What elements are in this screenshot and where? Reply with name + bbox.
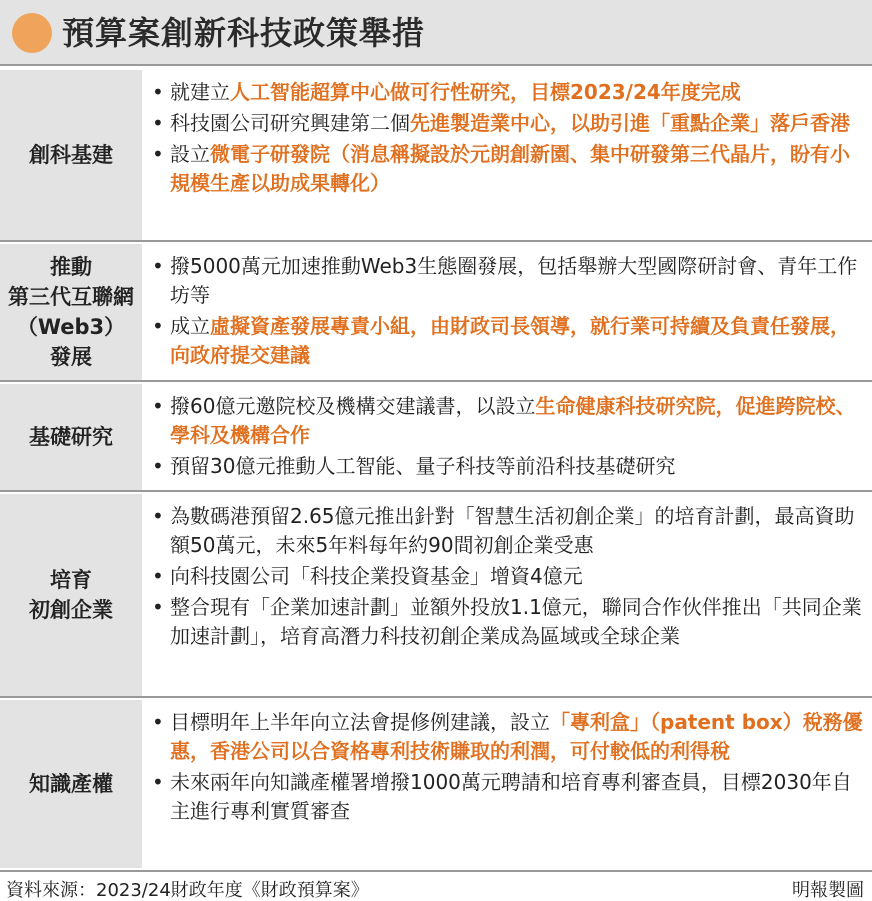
highlight-text: 人工智能超算中心做可行性研究，目標2023/24年度完成 <box>230 80 741 104</box>
row-label: 推動 第三代互聯網 （Web3） 發展 <box>0 244 142 380</box>
row-label: 基礎研究 <box>0 384 142 490</box>
credit-note: 明報製圖 <box>792 880 864 901</box>
list-item <box>148 312 868 370</box>
bullet-icon: • <box>152 454 164 478</box>
highlight-text: 先進製造業中心，以助引進「重點企業」落戶香港 <box>410 111 850 135</box>
row-label: 培育 初創企業 <box>0 494 142 696</box>
item-text: 目標明年上半年向立法會提修例建議，設立 <box>170 710 550 734</box>
item-text: 就建立 <box>170 80 230 104</box>
item-text: 整合現有「企業加速計劃」並額外投放1.1億元，聯同合作伙伴推出「共同企業加速計劃」，培育高潛力科技初創企業成為區域或全球企業 <box>170 595 862 648</box>
table-row <box>0 384 872 492</box>
item-text: 撥60億元邀院校及機構交建議書，以設立 <box>170 394 536 418</box>
row-content <box>142 384 872 490</box>
table-row <box>0 494 872 698</box>
bullet-icon: • <box>152 142 164 166</box>
footer <box>0 870 872 901</box>
row-label: 知識產權 <box>0 700 142 868</box>
highlight-text: 微電子研發院（消息稱擬設於元朗創新園、集中研發第三代晶片，盼有小規模生產以助成果轉化） <box>170 142 850 195</box>
bullet-icon: • <box>152 394 164 418</box>
page-title: 預算案創新科技政策舉措 <box>62 14 426 52</box>
table-row <box>0 244 872 382</box>
row-label: 創科基建 <box>0 70 142 240</box>
list-item <box>148 392 868 450</box>
list-item <box>148 502 868 560</box>
bullet-icon: • <box>152 254 164 278</box>
row-content <box>142 494 872 696</box>
bullet-icon: • <box>152 564 164 588</box>
highlight-text: 虛擬資產發展專責小組，由財政司長領導，就行業可持續及負責任發展，向政府提交建議 <box>170 314 850 367</box>
item-text: 科技園公司研究興建第二個 <box>170 111 410 135</box>
bullet-icon: • <box>152 504 164 528</box>
source-note: 資料來源：2023/24財政年度《財政預算案》 <box>6 880 369 901</box>
bullet-icon: • <box>152 710 164 734</box>
item-text: 未來兩年向知識產權署增撥1000萬元聘請和培育專利審查員，目標2030年自主進行專利實質審查 <box>170 770 852 823</box>
highlight-text: 生命健康科技研究院，促進跨院校、學科及機構合作 <box>170 394 856 447</box>
bullet-icon: • <box>152 314 164 338</box>
list-item <box>148 252 868 310</box>
bullet-icon: • <box>152 111 164 135</box>
bullet-icon: • <box>152 80 164 104</box>
list-item <box>148 768 868 826</box>
list-item <box>148 562 868 591</box>
list-item <box>148 140 868 198</box>
item-text: 向科技園公司「科技企業投資基金」增資4億元 <box>170 564 583 588</box>
item-text: 成立 <box>170 314 210 338</box>
item-text: 為數碼港預留2.65億元推出針對「智慧生活初創企業」的培育計劃，最高資助額50萬元，未來5年料每年約90間初創企業受惠 <box>170 504 855 557</box>
row-content <box>142 700 872 868</box>
bullet-icon: • <box>152 595 164 619</box>
table-row <box>0 70 872 242</box>
item-text: 撥5000萬元加速推動Web3生態圈發展，包括舉辦大型國際研討會、青年工作坊等 <box>170 254 858 307</box>
list-item <box>148 78 868 107</box>
orange-circle-icon <box>12 13 52 53</box>
row-content <box>142 244 872 380</box>
bullet-icon: • <box>152 770 164 794</box>
list-item <box>148 708 868 766</box>
header <box>0 0 872 66</box>
highlight-text: 「專利盒」（patent box）稅務優惠，香港公司以合資格專利技術賺取的利潤，可付較低的利得稅 <box>170 710 863 763</box>
list-item <box>148 452 868 481</box>
list-item <box>148 109 868 138</box>
row-content <box>142 70 872 240</box>
list-item <box>148 593 868 651</box>
table-row <box>0 700 872 868</box>
item-text: 設立 <box>170 142 210 166</box>
item-text: 預留30億元推動人工智能、量子科技等前沿科技基礎研究 <box>170 454 676 478</box>
